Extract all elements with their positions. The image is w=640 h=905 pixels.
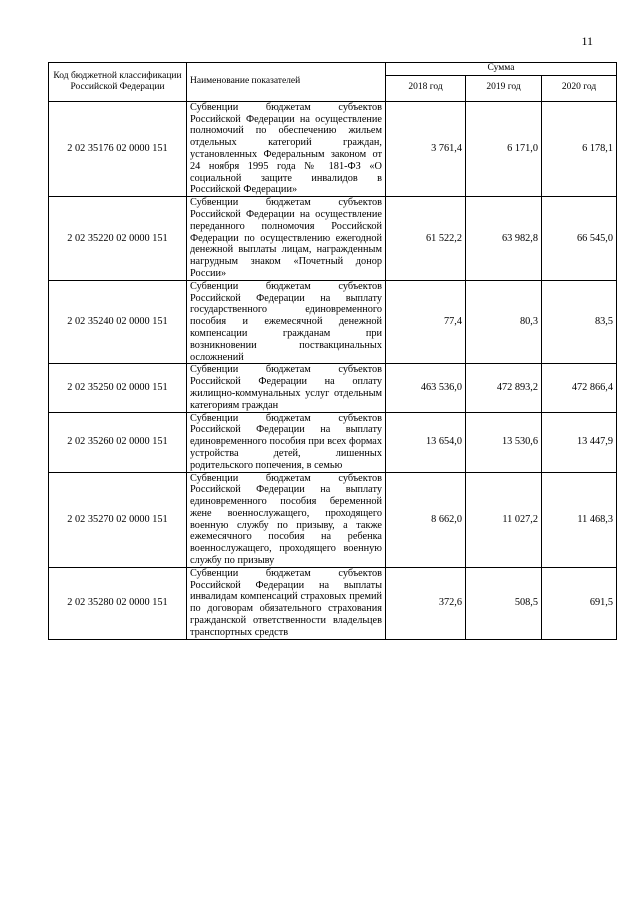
row-code: 2 02 35280 02 0000 151 <box>49 567 187 639</box>
table-row <box>49 567 617 639</box>
header-row <box>49 63 617 76</box>
row-value-2020: 66 545,0 <box>542 197 617 281</box>
row-value-2019: 472 893,2 <box>466 364 542 412</box>
header-year-2019: 2019 год <box>466 75 542 101</box>
row-name: Субвенции бюджетам субъектов Российской Федерации на осуществление переданного полномочия Российской Федерации по осуществлению ежегодной денежной выплаты лицам, награжденным нагрудным знаком «Почетный донор России» <box>187 197 386 281</box>
header-code: Код бюджетной классификации Российской Федерации <box>49 63 187 102</box>
row-name: Субвенции бюджетам субъектов Российской Федерации на выплату государственного единовременного пособия и ежемесячной денежной компенсации гражданам при возникновении поствакцинальных осложнений <box>187 280 386 364</box>
row-value-2020: 11 468,3 <box>542 472 617 567</box>
row-value-2018: 13 654,0 <box>386 412 466 472</box>
table-row <box>49 412 617 472</box>
row-name: Субвенции бюджетам субъектов Российской Федерации на осуществление полномочий по обеспечению жильем отдельных категорий граждан, установленных Федеральным законом от 24 ноября 1995 года № 181-ФЗ «О социальной защите инвалидов в Российской Федерации» <box>187 101 386 196</box>
table-header <box>49 63 617 102</box>
table-row <box>49 197 617 281</box>
row-code: 2 02 35240 02 0000 151 <box>49 280 187 364</box>
row-value-2019: 6 171,0 <box>466 101 542 196</box>
row-value-2018: 77,4 <box>386 280 466 364</box>
row-name: Субвенции бюджетам субъектов Российской Федерации на оплату жилищно-коммунальных услуг отдельным категориям граждан <box>187 364 386 412</box>
row-value-2018: 61 522,2 <box>386 197 466 281</box>
row-value-2019: 13 530,6 <box>466 412 542 472</box>
row-name: Субвенции бюджетам субъектов Российской Федерации на выплату единовременного пособия беременной жене военнослужащего, проходящего военную службу по призыву, а также ежемесячного пособия на ребенка военнослужащего, проходящего военную службу по призыву <box>187 472 386 567</box>
table-row <box>49 364 617 412</box>
row-code: 2 02 35260 02 0000 151 <box>49 412 187 472</box>
header-year-2018: 2018 год <box>386 75 466 101</box>
row-value-2018: 8 662,0 <box>386 472 466 567</box>
row-code: 2 02 35220 02 0000 151 <box>49 197 187 281</box>
row-value-2018: 463 536,0 <box>386 364 466 412</box>
row-value-2020: 6 178,1 <box>542 101 617 196</box>
table-body <box>49 101 617 639</box>
page-number: 11 <box>581 34 593 48</box>
row-code: 2 02 35270 02 0000 151 <box>49 472 187 567</box>
table-row <box>49 472 617 567</box>
table-row <box>49 101 617 196</box>
header-name: Наименование показателей <box>187 63 386 102</box>
header-sum: Сумма <box>386 63 617 76</box>
row-value-2020: 691,5 <box>542 567 617 639</box>
row-value-2020: 472 866,4 <box>542 364 617 412</box>
row-name: Субвенции бюджетам субъектов Российской Федерации на выплаты инвалидам компенсаций страховых премий по договорам обязательного страхования гражданской ответственности владельцев транспортных средств <box>187 567 386 639</box>
row-value-2018: 372,6 <box>386 567 466 639</box>
row-value-2018: 3 761,4 <box>386 101 466 196</box>
row-value-2019: 11 027,2 <box>466 472 542 567</box>
row-value-2020: 13 447,9 <box>542 412 617 472</box>
row-value-2019: 508,5 <box>466 567 542 639</box>
row-code: 2 02 35176 02 0000 151 <box>49 101 187 196</box>
row-name: Субвенции бюджетам субъектов Российской Федерации на выплату единовременного пособия при всех формах устройства детей, лишенных родительского попечения, в семью <box>187 412 386 472</box>
header-year-2020: 2020 год <box>542 75 617 101</box>
row-value-2019: 80,3 <box>466 280 542 364</box>
table-row <box>49 280 617 364</box>
row-code: 2 02 35250 02 0000 151 <box>49 364 187 412</box>
budget-table <box>48 62 617 640</box>
row-value-2020: 83,5 <box>542 280 617 364</box>
row-value-2019: 63 982,8 <box>466 197 542 281</box>
